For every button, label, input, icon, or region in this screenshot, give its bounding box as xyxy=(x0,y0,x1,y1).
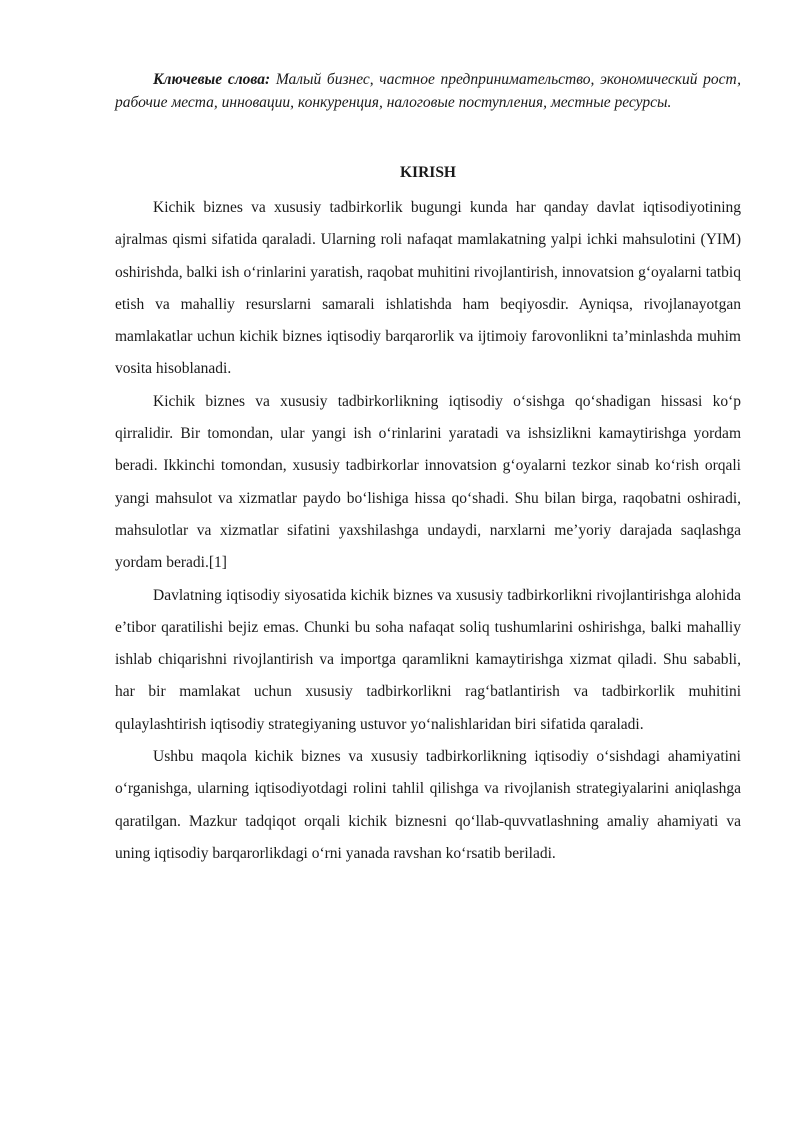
document-page xyxy=(115,68,741,870)
keywords-label: Ключевые слова: xyxy=(153,71,271,88)
keywords-block xyxy=(115,68,741,114)
paragraph: Davlatning iqtisodiy siyosatida kichik biznes va xususiy tadbirkorlikni rivojlantirishga alohida e’tibor qaratilishi bejiz emas. Chunki bu soha nafaqat soliq tushumlarini oshirishga, balki mahalliy ishlab chiqarishni rivojlantirish va importga qaramlikni kamaytirishga xizmat qiladi. Shu sababli, har bir mamlakat uchun xususiy tadbirkorlikni rag‘batlantirish va tadbirkorlik muhitini qulaylashtirish iqtisodiy strategiyaning ustuvor yo‘nalishlaridan biri sifatida qaraladi. xyxy=(115,586,741,733)
paragraph: Kichik biznes va xususiy tadbirkorlikning iqtisodiy o‘sishga qo‘shadigan hissasi ko‘p qirralidir. Bir tomondan, ular yangi ish o‘rinlarini yaratadi va ishsizlikni kamaytirishga yordam beradi. Ikkinchi tomondan, xususiy tadbirkorlar innovatsion g‘oyalarni tezkor sinab ko‘rish orqali yangi mahsulot va xizmatlar paydo bo‘lishiga hissa qo‘shadi. Shu bilan birga, raqobatni oshiradi, mahsulotlar va xizmatlar sifatini yaxshilashga undaydi, narxlarni me’yoriy darajada saqlashga yordam beradi.[1] xyxy=(115,392,741,572)
section-title: KIRISH xyxy=(400,164,456,181)
keywords-text: Малый бизнес, частное предпринимательство, экономический рост, рабочие места, инновации, конкуренция, налоговые поступления, местные ресурсы. xyxy=(115,71,742,111)
paragraph: Kichik biznes va xususiy tadbirkorlik bugungi kunda har qanday davlat iqtisodiyotining ajralmas qismi sifatida qaraladi. Ularning roli nafaqat mamlakatning yalpi ichki mahsulotini (YIM) oshirishda, balki ish o‘rinlarini yaratish, raqobat muhitini rivojlantirish, innovatsion g‘oyalarni tatbiq etish va mahalliy resurslarni samarali ishlatishda ham beqiyosdir. Ayniqsa, rivojlanayotgan mamlakatlar uchun kichik biznes iqtisodiy barqarorlik va ijtimoiy farovonlikni ta’minlashda muhim vosita hisoblanadi. xyxy=(115,199,741,378)
paragraph: Ushbu maqola kichik biznes va xususiy tadbirkorlikning iqtisodiy o‘sishdagi ahamiyatini o‘rganishga, ularning iqtisodiyotdagi rolini tahlil qilishga va rivojlanish strategiyalarini aniqlashga qaratilgan. Mazkur tadqiqot orqali kichik biznesni qo‘llab-quvvatlashning amaliy ahamiyati va uning iqtisodiy barqarorlikdagi o‘rni yanada ravshan ko‘rsatib beriladi. xyxy=(115,748,741,862)
